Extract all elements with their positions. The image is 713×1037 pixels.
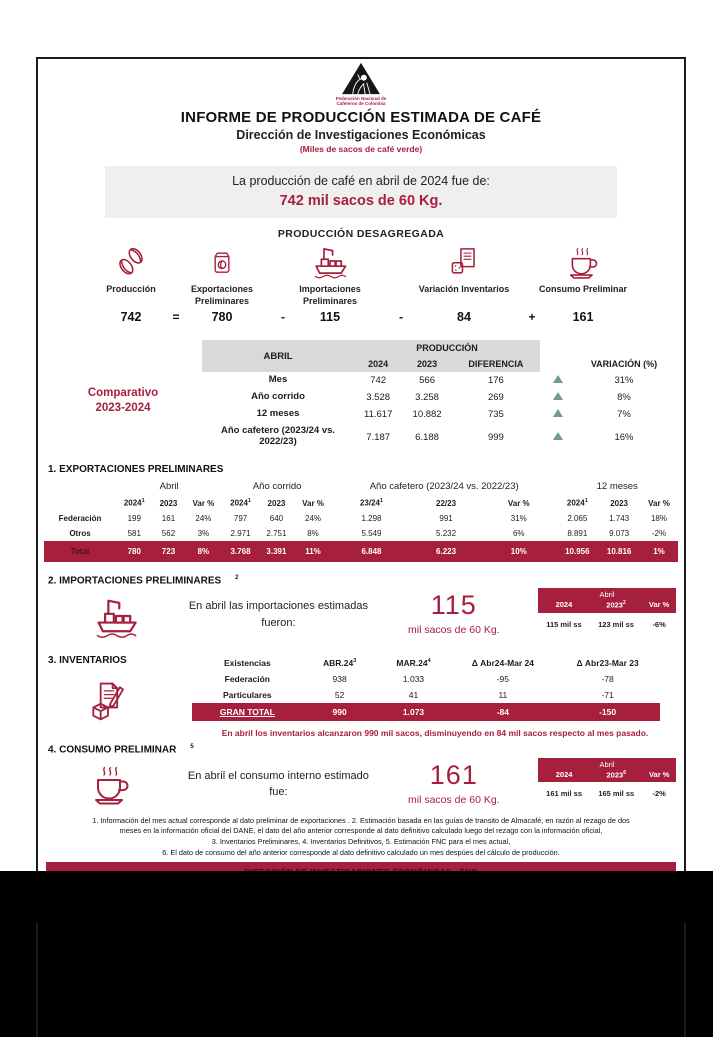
equation-value: 780 [211, 310, 233, 325]
col-diferencia: DIFERENCIA [452, 356, 540, 372]
fnc-logo [44, 62, 678, 106]
comparative-section [44, 340, 678, 451]
fnc-logo-caption: Federación Nacional de Cafeteros de Colombia [335, 96, 387, 107]
consumption-title: 4. CONSUMO PRELIMINAR $^5$ [48, 744, 194, 756]
inventory-dice-icon [447, 244, 481, 280]
table-row: Mes 742 566 176 31% [268, 374, 634, 387]
group-ano-corrido: Año corrido [252, 481, 302, 493]
equation-value: 84 [457, 310, 471, 325]
col-variacion: VARIACIÓN (%) [590, 359, 658, 370]
inventories-table [192, 655, 660, 721]
equation-item-consumption [528, 242, 638, 324]
col-delta-2023: Δ Abr23-Mar 23 [576, 658, 639, 669]
coffee-bag-icon [207, 244, 237, 280]
report-title: INFORME DE PRODUCCIÓN ESTIMADA DE CAFÉ [180, 109, 542, 127]
up-triangle-icon [553, 392, 563, 400]
imports-big-value-block [370, 588, 538, 636]
equation-value: 115 [319, 310, 341, 325]
col-2023: 2023 [402, 356, 451, 372]
consumption-unit: mil sacos de 60 Kg. [407, 793, 500, 806]
consumption-value: 161 [429, 759, 478, 790]
footnote-line: meses en la información oficial del DANE, el dato del año anterior corresponde al dato definitivo calculado luego del rezago con la información oficial, [119, 826, 603, 836]
production-equation [44, 242, 678, 330]
exports-total-row: Total 780 723 8% 3.768 3.391 11% 6.848 6.223 10% 10.956 10.816 1% [44, 541, 678, 562]
comparative-table [202, 340, 672, 451]
group-abril: Abril [159, 481, 179, 493]
plus-operator: + [528, 310, 536, 325]
equation-value: 161 [572, 310, 594, 325]
consumption-big-value-block [370, 758, 538, 806]
production-highlight-box [105, 166, 617, 218]
inventories-title: 3. INVENTARIOS [48, 655, 127, 667]
imports-title: 2. IMPORTACIONES PRELIMINARES $^2$ [48, 574, 239, 587]
table-row: Año cafetero (2023/24 vs. 2022/23) 7.187 6.188 999 16% [220, 425, 634, 448]
report-subtitle: Dirección de Investigaciones Económicas [236, 128, 486, 143]
imports-lead-text: En abril las importaciones estimadas fueron: [188, 600, 368, 629]
footnote-line: 3. Inventarios Preliminares, 4. Inventarios Definitivos, 5. Estimación FNC para el mes actual, [211, 837, 511, 847]
up-triangle-icon [553, 375, 563, 383]
cargo-ship-icon [88, 592, 144, 640]
equation-item-imports [275, 242, 385, 324]
consumption-lead-text: En abril el consumo interno estimado fue: [187, 769, 369, 798]
equation-label: Variación Inventarios [418, 284, 510, 295]
footnotes [44, 816, 678, 860]
bottom-black-strip [0, 871, 713, 923]
coffee-cup-icon [565, 244, 601, 280]
highlight-intro: La producción de café en abril de 2024 fue de: [232, 174, 490, 189]
fnc-logo-icon [341, 62, 381, 95]
col-delta-2024: Δ Abr24-Mar 24 [471, 658, 535, 669]
up-triangle-icon [553, 409, 563, 417]
table-row: Otros 581 562 3% 2.971 2.751 8% 5.549 5.232 6% 8.891 9.073 -2% [69, 528, 667, 538]
col-existencias: Existencias [223, 658, 271, 669]
comparative-side-label: Comparativo 2023-2024 [87, 387, 159, 415]
minus-operator: - [399, 310, 403, 325]
imports-unit: mil sacos de 60 Kg. [407, 624, 500, 637]
desagregada-title: PRODUCCIÓN DESAGREGADA [277, 228, 445, 241]
table-row: Particulares 52 41 11 -71 [222, 690, 614, 701]
imports-section [44, 575, 678, 645]
exports-table: Abril Año corrido Año cafetero (2023/24 vs. 2022/23) 12 meses 2024$^1$ 2023 Var % 2024$^1$ 2023 Var % $23/24^1$ 22/23 Var % 2024$^1$ 2023 Var % Federación 199 161 24% 797 640 24% 1.298 991 31% 2.065 1.743 18% Otros 581 562 3% 2.971 2.751 8% 5.549 5.232 6% 8.891 9.073 -2% Total 780 723 8% 3.768 3.391 11% 6.848 6.223 10% 10.956 10.816 1% [44, 478, 678, 562]
equation-label: Importaciones Preliminares [299, 284, 361, 306]
imports-mini-table: Abril 2024 2023$^2$ Var % 115 mil ss 123 mil ss -6% [538, 588, 676, 629]
cargo-ship-icon [309, 242, 351, 280]
inventory-documents-icon [86, 678, 130, 724]
units-note: (Miles de sacos de café verde) [299, 144, 423, 155]
equation-value: 742 [120, 310, 142, 325]
imports-value: 115 [430, 590, 477, 621]
footnote-line: 6. El dato de consumo del año anterior corresponde al dato definitivo calculado un mes despúes del cálculo de producción. [162, 848, 560, 858]
comparative-month-header: ABRIL [202, 340, 354, 372]
inventories-note: En abril los inventarios alcanzaron 990 mil sacos, disminuyendo en 84 mil sacos respecto al mes pasado. [221, 728, 649, 739]
col-2024: 2024 [354, 356, 402, 372]
consumption-section [44, 744, 678, 810]
equals-operator: = [172, 310, 180, 325]
equation-item-inventory-variation [409, 242, 519, 324]
highlight-value: 742 mil sacos de 60 Kg. [279, 193, 443, 210]
up-triangle-icon [553, 432, 563, 440]
group-12-meses: 12 meses [596, 481, 638, 493]
table-row: Federación 199 161 24% 797 640 24% 1.298 991 31% 2.065 1.743 18% [58, 513, 667, 523]
footnote-line: 1. Información del mes actual corresponde al dato preliminar de exportaciones . 2. Estimación basada en las guías de transito de Almacafé, en razón al rezago de dos [92, 815, 630, 825]
coffee-beans-icon [114, 244, 148, 280]
coffee-cup-icon [88, 762, 134, 806]
equation-label: Exportaciones Preliminares [190, 284, 254, 306]
consumption-mini-table: Abril 2024 2023$^6$ Var % 161 mil ss 165 mil ss -2% [538, 758, 676, 799]
table-row: 12 meses 11.617 10.882 735 7% [256, 408, 631, 421]
col-mar24: $MAR.24^4$ [396, 658, 431, 669]
group-ano-cafetero: Año cafetero (2023/24 vs. 2022/23) [369, 481, 519, 493]
exports-section [44, 464, 678, 562]
exports-title: 1. EXPORTACIONES PRELIMINARES [48, 464, 224, 476]
inventories-total-row: GRAN TOTAL 990 1.073 -84 -150 [192, 703, 660, 721]
equation-label: Consumo Preliminar [538, 284, 628, 295]
equation-label: Producción [106, 284, 156, 295]
comparative-group-header: PRODUCCIÓN [354, 340, 540, 356]
inventories-section [44, 655, 678, 738]
minus-operator: - [281, 310, 285, 325]
table-row: Federación 938 1.033 -95 -78 [224, 674, 614, 685]
table-row: Año corrido 3.528 3.258 269 8% [251, 391, 631, 404]
equation-item-exports [167, 242, 277, 324]
col-abr24: $ABR.24^3$ [322, 658, 357, 669]
